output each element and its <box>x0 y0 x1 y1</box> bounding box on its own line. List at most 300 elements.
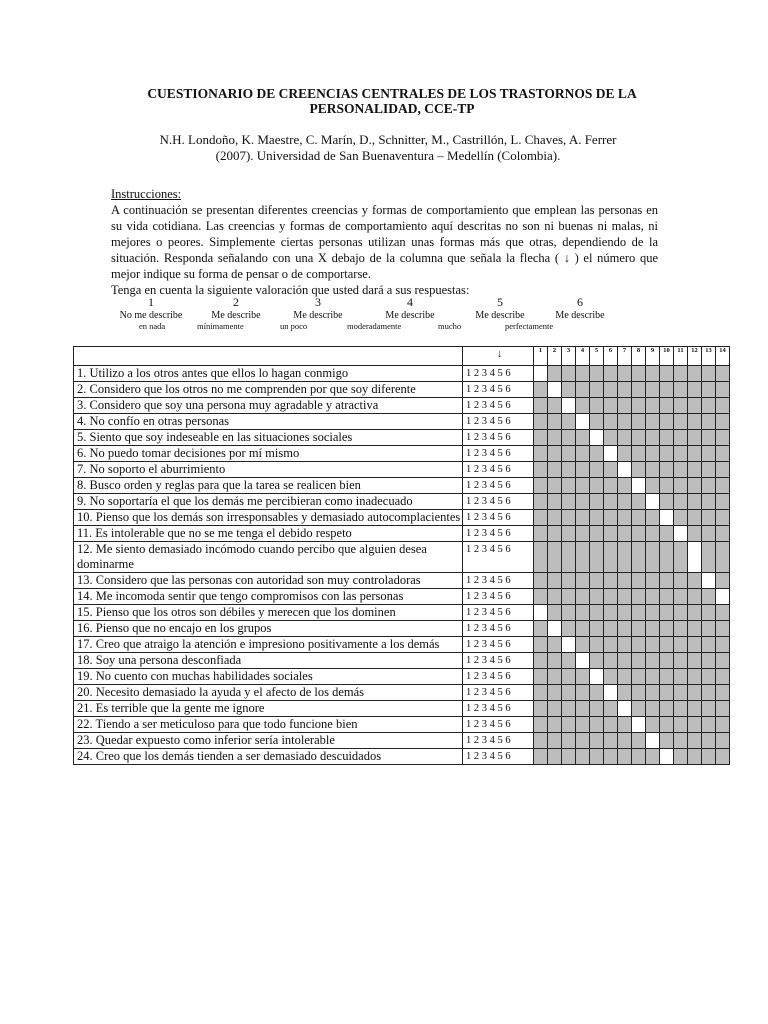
shaded-cell <box>604 414 618 430</box>
response-options[interactable]: 1 2 3 4 5 6 <box>463 366 534 382</box>
answer-cell[interactable] <box>632 478 646 494</box>
shaded-cell <box>576 669 590 685</box>
shaded-cell <box>576 637 590 653</box>
item-statement: 3. Considero que soy una persona muy agradable y atractiva <box>74 398 463 414</box>
shaded-cell <box>702 653 716 669</box>
item-statement: 10. Pienso que los demás son irresponsables y demasiado autocomplacientes <box>74 510 463 526</box>
answer-cell[interactable] <box>604 685 618 701</box>
shaded-cell <box>716 749 730 765</box>
column-number-header: 10 <box>660 347 674 366</box>
shaded-cell <box>590 478 604 494</box>
shaded-cell <box>646 685 660 701</box>
shaded-cell <box>674 669 688 685</box>
response-options[interactable]: 1 2 3 4 5 6 <box>463 701 534 717</box>
shaded-cell <box>562 366 576 382</box>
shaded-cell <box>534 701 548 717</box>
shaded-cell <box>576 573 590 589</box>
shaded-cell <box>618 366 632 382</box>
table-row <box>74 526 730 542</box>
shaded-cell <box>534 685 548 701</box>
shaded-cell <box>716 717 730 733</box>
shaded-cell <box>716 526 730 542</box>
shaded-cell <box>604 573 618 589</box>
shaded-cell <box>646 446 660 462</box>
shaded-cell <box>716 637 730 653</box>
item-statement: 2. Considero que los otros no me comprenden por que soy diferente <box>74 382 463 398</box>
response-options[interactable]: 1 2 3 4 5 6 <box>463 398 534 414</box>
shaded-cell <box>632 733 646 749</box>
shaded-cell <box>632 605 646 621</box>
shaded-cell <box>646 749 660 765</box>
response-options[interactable]: 1 2 3 4 5 6 <box>463 685 534 701</box>
shaded-cell <box>562 717 576 733</box>
shaded-cell <box>646 510 660 526</box>
shaded-cell <box>702 701 716 717</box>
answer-cell[interactable] <box>548 621 562 637</box>
shaded-cell <box>660 398 674 414</box>
shaded-cell <box>660 382 674 398</box>
shaded-cell <box>534 462 548 478</box>
shaded-cell <box>534 637 548 653</box>
answer-cell[interactable] <box>646 494 660 510</box>
shaded-cell <box>576 749 590 765</box>
shaded-cell <box>688 526 702 542</box>
shaded-cell <box>702 494 716 510</box>
shaded-cell <box>548 605 562 621</box>
shaded-cell <box>632 462 646 478</box>
shaded-cell <box>716 573 730 589</box>
scale-number: 2 <box>233 295 239 309</box>
shaded-cell <box>562 510 576 526</box>
table-row <box>74 749 730 765</box>
shaded-cell <box>674 430 688 446</box>
shaded-cell <box>702 717 716 733</box>
shaded-cell <box>646 637 660 653</box>
shaded-cell <box>702 637 716 653</box>
shaded-cell <box>632 398 646 414</box>
scale-label: Me describe <box>555 310 605 321</box>
shaded-cell <box>660 589 674 605</box>
table-row <box>74 430 730 446</box>
response-options[interactable]: 1 2 3 4 5 6 <box>463 462 534 478</box>
shaded-cell <box>548 669 562 685</box>
shaded-cell <box>716 542 730 573</box>
column-number-header: 9 <box>646 347 660 366</box>
shaded-cell <box>576 621 590 637</box>
shaded-cell <box>534 542 548 573</box>
shaded-cell <box>702 398 716 414</box>
shaded-cell <box>562 573 576 589</box>
shaded-cell <box>646 621 660 637</box>
answer-cell[interactable] <box>590 430 604 446</box>
title-line-1: CUESTIONARIO DE CREENCIAS CENTRALES DE LOS TRASTORNOS DE LA <box>147 86 637 101</box>
shaded-cell <box>702 510 716 526</box>
table-row <box>74 733 730 749</box>
table-row <box>74 398 730 414</box>
shaded-cell <box>702 669 716 685</box>
shaded-cell <box>618 510 632 526</box>
shaded-cell <box>646 382 660 398</box>
shaded-cell <box>576 733 590 749</box>
column-number-header: 3 <box>562 347 576 366</box>
shaded-cell <box>562 382 576 398</box>
shaded-cell <box>618 717 632 733</box>
shaded-cell <box>716 669 730 685</box>
shaded-cell <box>604 398 618 414</box>
shaded-cell <box>716 478 730 494</box>
answer-cell[interactable] <box>618 462 632 478</box>
shaded-cell <box>632 573 646 589</box>
answer-cell[interactable] <box>716 589 730 605</box>
shaded-cell <box>646 462 660 478</box>
shaded-cell <box>604 637 618 653</box>
shaded-cell <box>604 494 618 510</box>
response-options[interactable]: 1 2 3 4 5 6 <box>463 573 534 589</box>
table-row <box>74 621 730 637</box>
shaded-cell <box>562 685 576 701</box>
shaded-cell <box>534 510 548 526</box>
shaded-cell <box>716 685 730 701</box>
shaded-cell <box>562 669 576 685</box>
shaded-cell <box>674 478 688 494</box>
table-row <box>74 478 730 494</box>
shaded-cell <box>590 462 604 478</box>
item-statement: 8. Busco orden y reglas para que la tarea se realicen bien <box>74 478 463 494</box>
title-line-2: PERSONALIDAD, CCE-TP <box>309 101 475 116</box>
column-number-header: 13 <box>702 347 716 366</box>
shaded-cell <box>702 685 716 701</box>
shaded-cell <box>646 653 660 669</box>
shaded-cell <box>688 653 702 669</box>
shaded-cell <box>632 382 646 398</box>
shaded-cell <box>590 605 604 621</box>
shaded-cell <box>688 462 702 478</box>
shaded-cell <box>590 382 604 398</box>
response-options[interactable]: 1 2 3 4 5 6 <box>463 733 534 749</box>
shaded-cell <box>562 446 576 462</box>
shaded-cell <box>646 366 660 382</box>
answer-cell[interactable] <box>618 701 632 717</box>
answer-cell[interactable] <box>632 717 646 733</box>
shaded-cell <box>534 446 548 462</box>
item-statement: 22. Tiendo a ser meticuloso para que todo funcione bien <box>74 717 463 733</box>
column-number-header: 5 <box>590 347 604 366</box>
shaded-cell <box>604 478 618 494</box>
instructions-body: A continuación se presentan diferentes creencias y formas de comportamiento que emplean las personas en su vida cotidiana. Las creencias y formas de comportamiento aquí descritas no son ni buenas ni malas, ni mejores o peores. Simplemente ciertas personas utilizan unas formas más que otras, dependiendo de la situación. Responda señalando con una X debajo de la columna que señala la flecha ( ↓ ) el número que mejor indique su forma de pensar o de comportarse. <box>111 203 658 281</box>
shaded-cell <box>674 494 688 510</box>
header-question-cell <box>74 347 463 366</box>
answer-cell[interactable] <box>646 733 660 749</box>
shaded-cell <box>576 605 590 621</box>
shaded-cell <box>534 749 548 765</box>
down-arrow-icon: ↓ <box>463 347 534 366</box>
shaded-cell <box>576 717 590 733</box>
column-number-header: 12 <box>688 347 702 366</box>
table-row <box>74 637 730 653</box>
shaded-cell <box>674 653 688 669</box>
rating-scale <box>111 296 671 336</box>
shaded-cell <box>716 446 730 462</box>
shaded-cell <box>576 589 590 605</box>
shaded-cell <box>688 637 702 653</box>
shaded-cell <box>660 446 674 462</box>
shaded-cell <box>604 653 618 669</box>
answer-cell[interactable] <box>534 366 548 382</box>
questionnaire-table-body <box>74 347 730 765</box>
shaded-cell <box>548 749 562 765</box>
table-row <box>74 573 730 589</box>
shaded-cell <box>534 382 548 398</box>
answer-cell[interactable] <box>534 605 548 621</box>
shaded-cell <box>632 494 646 510</box>
shaded-cell <box>548 414 562 430</box>
table-row <box>74 510 730 526</box>
shaded-cell <box>534 669 548 685</box>
shaded-cell <box>548 717 562 733</box>
shaded-cell <box>618 637 632 653</box>
response-options[interactable]: 1 2 3 4 5 6 <box>463 589 534 605</box>
shaded-cell <box>576 478 590 494</box>
column-number-header: 7 <box>618 347 632 366</box>
shaded-cell <box>632 701 646 717</box>
scale-item <box>465 296 535 322</box>
scale-sublabel: mucho <box>438 321 462 331</box>
shaded-cell <box>590 589 604 605</box>
shaded-cell <box>590 398 604 414</box>
answer-cell[interactable] <box>688 542 702 573</box>
shaded-cell <box>562 430 576 446</box>
shaded-cell <box>548 494 562 510</box>
response-options[interactable]: 1 2 3 4 5 6 <box>463 717 534 733</box>
answer-cell[interactable] <box>660 749 674 765</box>
response-options[interactable]: 1 2 3 4 5 6 <box>463 382 534 398</box>
shaded-cell <box>716 398 730 414</box>
item-statement: 18. Soy una persona desconfiada <box>74 653 463 669</box>
scale-label: Me describe <box>211 310 261 321</box>
shaded-cell <box>660 733 674 749</box>
response-options[interactable]: 1 2 3 4 5 6 <box>463 621 534 637</box>
shaded-cell <box>688 398 702 414</box>
table-row <box>74 717 730 733</box>
shaded-cell <box>632 430 646 446</box>
response-options[interactable]: 1 2 3 4 5 6 <box>463 510 534 526</box>
response-options[interactable]: 1 2 3 4 5 6 <box>463 478 534 494</box>
scale-number: 6 <box>577 295 583 309</box>
answer-cell[interactable] <box>548 382 562 398</box>
shaded-cell <box>660 366 674 382</box>
shaded-cell <box>618 526 632 542</box>
shaded-cell <box>548 701 562 717</box>
shaded-cell <box>646 478 660 494</box>
shaded-cell <box>576 462 590 478</box>
shaded-cell <box>534 414 548 430</box>
shaded-cell <box>590 573 604 589</box>
response-options[interactable]: 1 2 3 4 5 6 <box>463 446 534 462</box>
response-options[interactable]: 1 2 3 4 5 6 <box>463 637 534 653</box>
shaded-cell <box>548 589 562 605</box>
shaded-cell <box>590 685 604 701</box>
item-statement: 11. Es intolerable que no se me tenga el debido respeto <box>74 526 463 542</box>
shaded-cell <box>534 717 548 733</box>
shaded-cell <box>688 382 702 398</box>
shaded-cell <box>618 430 632 446</box>
shaded-cell <box>632 637 646 653</box>
shaded-cell <box>604 366 618 382</box>
shaded-cell <box>590 621 604 637</box>
shaded-cell <box>716 510 730 526</box>
shaded-cell <box>562 414 576 430</box>
table-row <box>74 653 730 669</box>
shaded-cell <box>562 749 576 765</box>
shaded-cell <box>632 653 646 669</box>
shaded-cell <box>548 510 562 526</box>
shaded-cell <box>688 605 702 621</box>
shaded-cell <box>604 526 618 542</box>
shaded-cell <box>632 685 646 701</box>
response-options[interactable]: 1 2 3 4 5 6 <box>463 414 534 430</box>
shaded-cell <box>716 382 730 398</box>
answer-cell[interactable] <box>660 510 674 526</box>
shaded-cell <box>660 685 674 701</box>
shaded-cell <box>562 494 576 510</box>
instructions-last-line: Tenga en cuenta la siguiente valoración que usted dará a sus respuestas: <box>111 283 470 297</box>
shaded-cell <box>576 685 590 701</box>
item-statement: 20. Necesito demasiado la ayuda y el afecto de los demás <box>74 685 463 701</box>
answer-cell[interactable] <box>674 526 688 542</box>
response-options[interactable]: 1 2 3 4 5 6 <box>463 605 534 621</box>
shaded-cell <box>688 366 702 382</box>
shaded-cell <box>562 462 576 478</box>
shaded-cell <box>674 510 688 526</box>
response-options[interactable]: 1 2 3 4 5 6 <box>463 653 534 669</box>
shaded-cell <box>618 446 632 462</box>
shaded-cell <box>674 733 688 749</box>
shaded-cell <box>660 414 674 430</box>
shaded-cell <box>646 669 660 685</box>
shaded-cell <box>688 446 702 462</box>
shaded-cell <box>604 717 618 733</box>
item-statement: 23. Quedar expuesto como inferior sería intolerable <box>74 733 463 749</box>
shaded-cell <box>576 366 590 382</box>
shaded-cell <box>674 621 688 637</box>
scale-sublabel: moderadamente <box>347 321 402 331</box>
shaded-cell <box>660 573 674 589</box>
item-statement: 17. Creo que atraigo la atención e impresiono positivamente a los demás <box>74 637 463 653</box>
shaded-cell <box>562 621 576 637</box>
shaded-cell <box>632 526 646 542</box>
shaded-cell <box>590 653 604 669</box>
shaded-cell <box>702 526 716 542</box>
shaded-cell <box>702 446 716 462</box>
shaded-cell <box>660 526 674 542</box>
table-row <box>74 414 730 430</box>
shaded-cell <box>646 398 660 414</box>
shaded-cell <box>674 605 688 621</box>
shaded-cell <box>548 542 562 573</box>
table-row <box>74 589 730 605</box>
answer-cell[interactable] <box>576 414 590 430</box>
shaded-cell <box>716 430 730 446</box>
shaded-cell <box>702 621 716 637</box>
shaded-cell <box>716 462 730 478</box>
scale-sublabel: mínimamente <box>197 321 244 331</box>
shaded-cell <box>548 430 562 446</box>
answer-cell[interactable] <box>604 446 618 462</box>
shaded-cell <box>562 605 576 621</box>
shaded-cell <box>548 366 562 382</box>
shaded-cell <box>534 478 548 494</box>
shaded-cell <box>716 653 730 669</box>
scale-label: Me describe <box>293 310 343 321</box>
shaded-cell <box>702 382 716 398</box>
column-number-header: 8 <box>632 347 646 366</box>
answer-cell[interactable] <box>702 573 716 589</box>
shaded-cell <box>646 573 660 589</box>
scale-sublabel: en nada <box>139 321 166 331</box>
shaded-cell <box>534 494 548 510</box>
shaded-cell <box>660 717 674 733</box>
shaded-cell <box>548 733 562 749</box>
item-statement: 1. Utilizo a los otros antes que ellos lo hagan conmigo <box>74 366 463 382</box>
response-options[interactable]: 1 2 3 4 5 6 <box>463 669 534 685</box>
answer-cell[interactable] <box>562 398 576 414</box>
answer-cell[interactable] <box>562 637 576 653</box>
response-options[interactable]: 1 2 3 4 5 6 <box>463 494 534 510</box>
questionnaire-table <box>73 346 730 765</box>
column-number-header: 11 <box>674 347 688 366</box>
response-options[interactable]: 1 2 3 4 5 6 <box>463 430 534 446</box>
shaded-cell <box>604 621 618 637</box>
shaded-cell <box>618 542 632 573</box>
shaded-cell <box>604 733 618 749</box>
shaded-cell <box>646 701 660 717</box>
shaded-cell <box>674 749 688 765</box>
shaded-cell <box>688 430 702 446</box>
table-row <box>74 669 730 685</box>
item-statement: 7. No soporto el aburrimiento <box>74 462 463 478</box>
shaded-cell <box>548 637 562 653</box>
shaded-cell <box>576 526 590 542</box>
answer-cell[interactable] <box>576 653 590 669</box>
table-row <box>74 462 730 478</box>
shaded-cell <box>534 621 548 637</box>
instructions-label: Instrucciones: <box>111 187 182 201</box>
shaded-cell <box>618 589 632 605</box>
shaded-cell <box>660 669 674 685</box>
shaded-cell <box>562 542 576 573</box>
shaded-cell <box>646 526 660 542</box>
response-options[interactable]: 1 2 3 4 5 6 <box>463 749 534 765</box>
shaded-cell <box>716 733 730 749</box>
shaded-cell <box>688 589 702 605</box>
shaded-cell <box>688 749 702 765</box>
shaded-cell <box>674 382 688 398</box>
answer-cell[interactable] <box>590 669 604 685</box>
column-number-header: 2 <box>548 347 562 366</box>
shaded-cell <box>688 494 702 510</box>
shaded-cell <box>716 701 730 717</box>
shaded-cell <box>590 526 604 542</box>
response-options[interactable]: 1 2 3 4 5 6 <box>463 542 534 573</box>
shaded-cell <box>674 462 688 478</box>
shaded-cell <box>688 510 702 526</box>
shaded-cell <box>674 685 688 701</box>
shaded-cell <box>716 366 730 382</box>
response-options[interactable]: 1 2 3 4 5 6 <box>463 526 534 542</box>
item-statement: 13. Considero que las personas con autoridad son muy controladoras <box>74 573 463 589</box>
shaded-cell <box>674 542 688 573</box>
shaded-cell <box>632 510 646 526</box>
